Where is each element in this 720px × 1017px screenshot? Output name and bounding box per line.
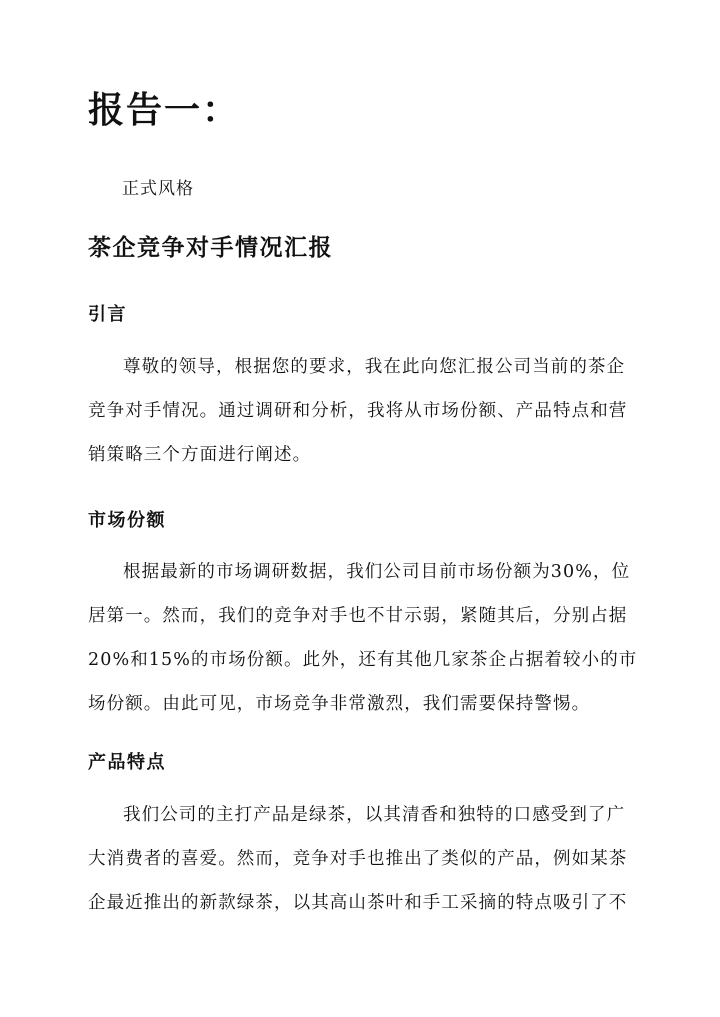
section-heading-market-share: 市场份额: [88, 510, 166, 531]
paragraph-line: 我们公司的主打产品是绿茶，以其清香和独特的口感受到了广: [123, 805, 626, 825]
paragraph-product-features: [88, 803, 633, 935]
paragraph-line: 场份额。由此可见，市场竞争非常激烈，我们需要保持警惕。: [88, 694, 591, 714]
paragraph-intro: [88, 355, 633, 487]
section-heading-intro: 引言: [88, 304, 127, 325]
style-label: 正式风格: [122, 179, 194, 199]
paragraph-line: 企最近推出的新款绿茶，以其高山茶叶和手工采摘的特点吸引了不: [88, 893, 628, 913]
paragraph-line: 居第一。然而，我们的竞争对手也不甘示弱，紧随其后，分别占据: [88, 606, 628, 626]
section-heading-product-features: 产品特点: [88, 752, 166, 773]
document-title: 报告一：: [88, 89, 241, 131]
paragraph-line: 20%和15%的市场份额。此外，还有其他几家茶企占据着较小的市: [88, 650, 638, 670]
paragraph-line: 竞争对手情况。通过调研和分析，我将从市场份额、产品特点和营: [88, 401, 628, 421]
report-title: 茶企竞争对手情况汇报: [88, 234, 333, 261]
paragraph-market-share: [88, 560, 638, 736]
paragraph-line: 尊敬的领导，根据您的要求，我在此向您汇报公司当前的茶企: [123, 357, 626, 377]
paragraph-line: 根据最新的市场调研数据，我们公司目前市场份额为30%，位: [123, 562, 631, 582]
paragraph-line: 销策略三个方面进行阐述。: [88, 445, 312, 465]
paragraph-line: 大消费者的喜爱。然而，竞争对手也推出了类似的产品，例如某茶: [88, 849, 628, 869]
